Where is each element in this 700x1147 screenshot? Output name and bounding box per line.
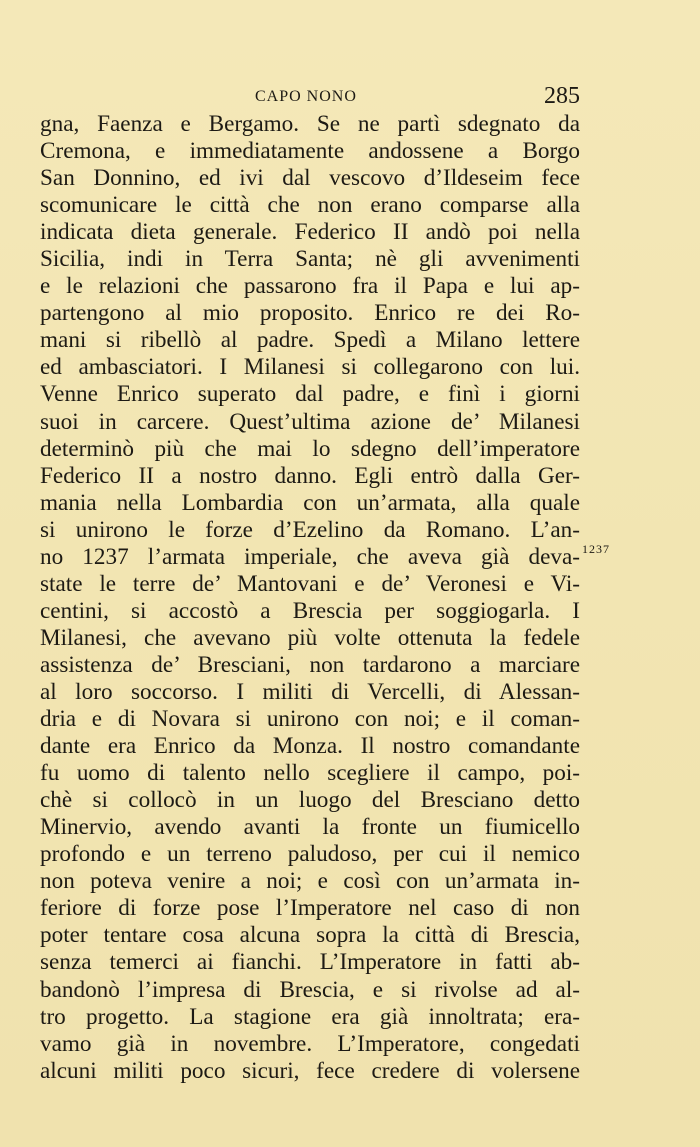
text-line: determinò più che mai lo sdegno dell’imperatore [40, 435, 580, 462]
text-line: Cremona, e immediatamente andossene a Borgo [40, 138, 580, 165]
running-head: CAPO NONO [255, 88, 357, 105]
text-line: San Donnino, ed ivi dal vescovo d’Ildeseim fece [40, 165, 580, 192]
text-line: ed ambasciatori. I Milanesi si collegarono con lui. [40, 354, 580, 381]
text-line: Milanesi, che avevano più volte ottenuta la fedele [40, 624, 580, 651]
text-line: suoi in carcere. Quest’ultima azione de’ Milanesi [40, 408, 580, 435]
text-line: non poteva venire a noi; e così con un’armata in- [40, 868, 580, 895]
text-line: Minervio, avendo avanti la fronte un fiumicello [40, 814, 580, 841]
text-line: tro progetto. La stagione era già innoltrata; era- [40, 1003, 580, 1030]
text-line: indicata dieta generale. Federico II andò poi nella [40, 219, 580, 246]
text-line: chè si collocò in un luogo del Bresciano detto [40, 787, 580, 814]
text-line: gna, Faenza e Bergamo. Se ne partì sdegnato da [40, 111, 580, 137]
text-line: no 1237 l’armata imperiale, che aveva già deva- [40, 543, 580, 570]
body-text [40, 111, 580, 1085]
text-line: feriore di forze pose l’Imperatore nel caso di non [40, 895, 580, 922]
text-line: alcuni militi poco sicuri, fece credere di volersene [40, 1057, 580, 1084]
text-line: assistenza de’ Bresciani, non tardarono a marciare [40, 651, 580, 678]
text-line: scomunicare le città che non erano comparse alla [40, 192, 580, 219]
text-line: mani si ribellò al padre. Spedì a Milano lettere [40, 327, 580, 354]
text-line: dante era Enrico da Monza. Il nostro comandante [40, 733, 580, 760]
text-line: al loro soccorso. I militi di Vercelli, di Alessan- [40, 678, 580, 705]
margin-year-note: 1237 [582, 542, 610, 556]
page-header [40, 83, 580, 110]
text-line: mania nella Lombardia con un’armata, alla quale [40, 489, 580, 516]
text-line: senza temerci ai fianchi. L’Imperatore in fatti ab- [40, 949, 580, 976]
text-line: partengono al mio proposito. Enrico re dei Ro- [40, 300, 580, 327]
text-line: vamo già in novembre. L’Imperatore, congedati [40, 1030, 580, 1057]
text-line: profondo e un terreno paludoso, per cui il nemico [40, 841, 580, 868]
text-line: centini, si accostò a Brescia per soggiogarla. I [40, 597, 580, 624]
text-line: e le relazioni che passarono fra il Papa e lui ap- [40, 273, 580, 300]
text-line: Sicilia, indi in Terra Santa; nè gli avvenimenti [40, 246, 580, 273]
text-line: fu uomo di talento nello scegliere il campo, poi- [40, 760, 580, 787]
text-line: Federico II a nostro danno. Egli entrò dalla Ger- [40, 462, 580, 489]
text-line: dria e di Novara si unirono con noi; e il coman- [40, 706, 580, 733]
text-line: Venne Enrico superato dal padre, e finì i giorni [40, 381, 580, 408]
page-number: 285 [544, 83, 580, 109]
text-line: si unirono le forze d’Ezelino da Romano. L’an- [40, 516, 580, 543]
text-line: bandonò l’impresa di Brescia, e si rivolse ad al- [40, 976, 580, 1003]
text-line: state le terre de’ Mantovani e de’ Veronesi e Vi- [40, 570, 580, 597]
text-line: poter tentare cosa alcuna sopra la città di Brescia, [40, 922, 580, 949]
